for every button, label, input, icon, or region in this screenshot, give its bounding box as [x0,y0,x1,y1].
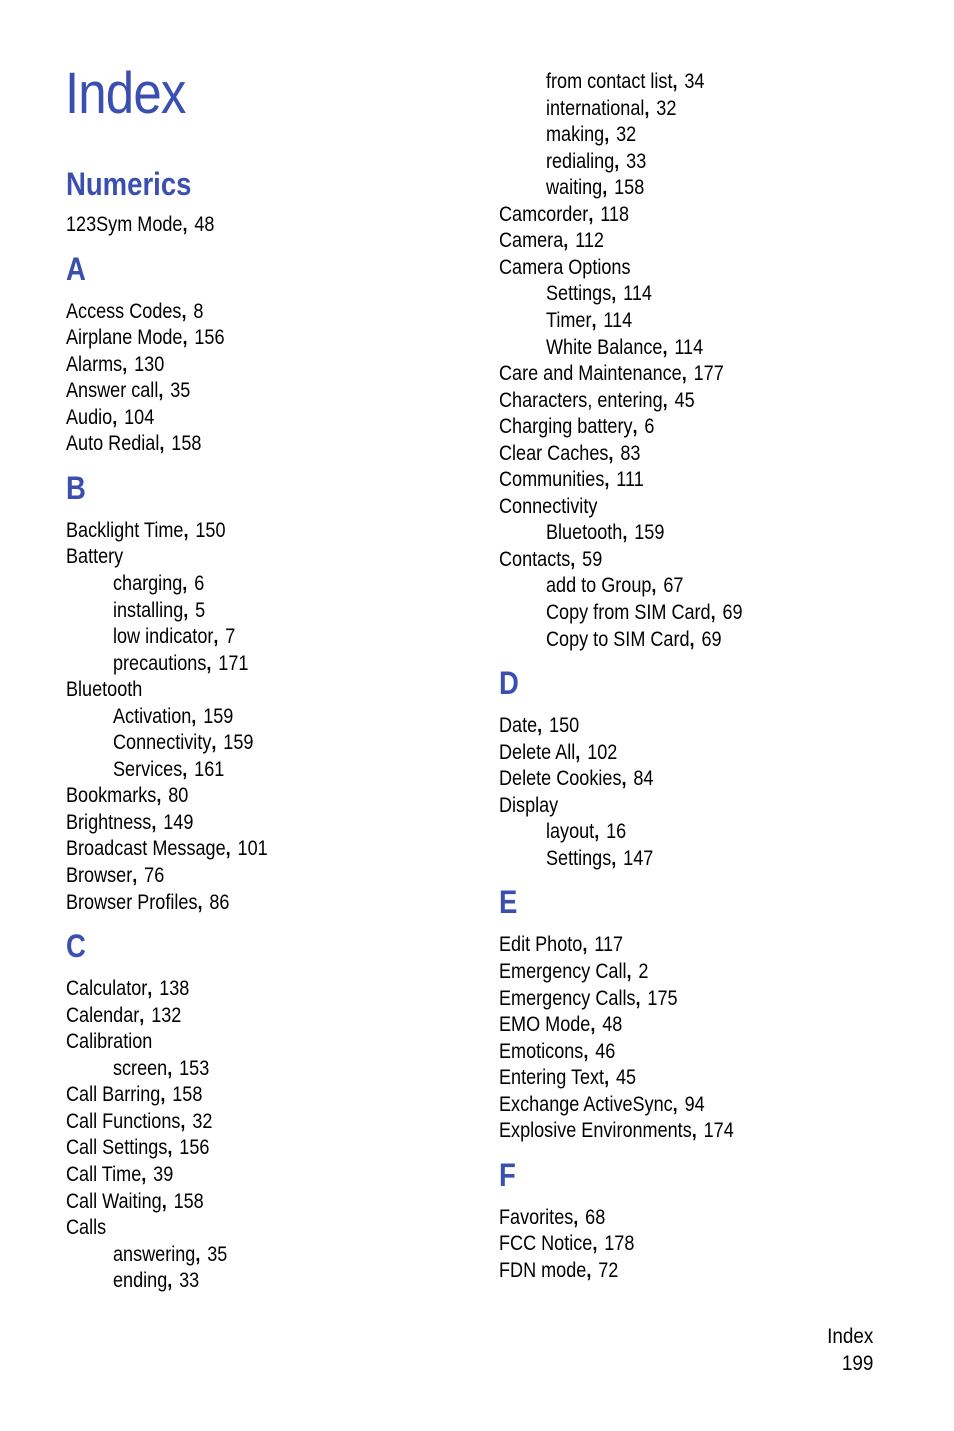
page-reference: 174 [703,1119,734,1143]
page-reference: 114 [623,282,652,306]
page-footer [827,1323,873,1377]
page-reference: 5 [195,598,206,622]
page-separator: , [662,388,668,412]
index-entry [499,1039,615,1065]
index-entry [499,494,597,520]
page-separator: , [611,282,617,306]
index-entry [66,976,189,1002]
section-heading: F [499,1156,516,1193]
page-reference: 158 [171,432,202,456]
index-entry [499,1012,622,1038]
page-separator: , [180,1109,186,1133]
page-separator: , [602,176,608,200]
index-term: charging [113,571,183,595]
index-term: Clear Caches [499,441,609,465]
index-entry [499,1231,634,1257]
footer-section-name: Index [826,1325,873,1348]
index-subentry [113,730,253,756]
page-reference: 149 [163,810,194,834]
page-separator: , [132,864,138,887]
index-term: Bookmarks [66,784,157,808]
index-entry [66,518,225,544]
index-term: Calendar [66,1003,140,1027]
page-reference: 112 [575,229,604,253]
page-reference: 32 [656,96,677,120]
index-entry [66,352,164,378]
page-separator: , [206,651,212,675]
page-reference: 177 [693,362,724,386]
index-subentry [546,69,704,95]
page-separator: , [161,1189,167,1213]
index-term: FDN mode [499,1258,587,1282]
page-separator: , [158,379,164,403]
index-entry [66,1029,152,1055]
section-heading: D [499,665,519,702]
index-entry [499,766,653,792]
page-separator: , [710,601,716,624]
index-term: FCC Notice [499,1232,593,1256]
index-entry [66,677,142,703]
index-subentry [546,335,703,361]
page-separator: , [635,986,641,1010]
page-reference: 69 [701,627,722,651]
index-entry [499,793,558,819]
page-separator: , [181,299,187,323]
page-reference: 6 [644,415,655,439]
index-subentry [113,1268,199,1294]
index-subentry [113,1056,209,1082]
index-term: Airplane Mode [66,326,183,350]
page-reference: 33 [626,149,647,173]
page-reference: 6 [194,571,205,595]
index-term: Calibration [66,1030,153,1054]
page-separator: , [139,1003,145,1027]
index-term: ending [113,1269,168,1293]
index-entry [66,405,154,431]
index-term: low indicator [113,625,214,649]
page-reference: 68 [585,1205,606,1229]
page-separator: , [570,547,576,571]
index-entry [499,547,602,573]
index-entry [499,361,724,387]
page-separator: , [183,518,189,542]
page-reference: 117 [594,933,624,957]
index-entry [66,1215,106,1241]
page-reference: 33 [179,1269,200,1293]
index-term: Call Waiting [66,1189,162,1213]
page-separator: , [141,1162,147,1186]
index-subentry [546,96,676,122]
page-separator: , [156,784,162,808]
page-separator: , [662,335,668,359]
index-term: Answer call [66,379,159,403]
index-term: Charging battery [499,415,633,439]
index-term: Brightness [66,810,152,834]
index-entry [499,1205,605,1231]
index-term: Calculator [66,977,148,1001]
page-separator: , [573,1205,579,1229]
page-reference: 130 [134,352,165,376]
page-reference: 76 [144,864,165,887]
index-term: Camera [499,229,564,253]
index-term: Characters, entering [499,388,663,412]
index-entry [499,986,678,1012]
index-term: Settings [546,846,612,870]
section-heading: E [499,884,518,921]
page-separator: , [651,574,657,598]
page-reference: 39 [153,1162,174,1186]
index-term: Explosive Environments [499,1119,692,1143]
index-term: Care and Maintenance [499,362,682,386]
index-term: Entering Text [499,1066,605,1090]
page-reference: 104 [124,405,155,429]
index-term: EMO Mode [499,1013,591,1037]
page-reference: 35 [170,379,191,403]
page-separator: , [160,1083,166,1107]
page-reference: 48 [194,213,215,236]
index-subentry [113,1242,227,1268]
index-term: Audio [66,405,113,429]
index-entry [66,1135,209,1161]
page-separator: , [225,837,231,861]
index-entry [66,1109,212,1135]
index-term: Copy to SIM Card [546,627,690,651]
index-term: Battery [66,545,124,569]
index-term: Camera Options [499,255,631,279]
page-separator: , [182,757,188,781]
page-separator: , [672,1092,678,1116]
index-subentry [546,281,652,307]
page-reference: 32 [616,123,637,147]
page-reference: 150 [549,714,580,738]
index-term: installing [113,598,184,622]
page-reference: 161 [194,757,225,781]
index-entry [66,890,229,916]
index-entry [499,1065,636,1091]
index-entry [66,836,268,862]
page-separator: , [689,627,695,651]
page-separator: , [604,123,610,147]
page-separator: , [582,933,588,957]
page-separator: , [182,571,188,595]
index-entry [66,431,201,457]
index-term: Bluetooth [66,678,143,702]
page-separator: , [681,362,687,386]
index-term: Broadcast Message [66,837,226,861]
index-term: Timer [546,308,592,332]
page-reference: 7 [225,625,236,649]
page-separator: , [591,308,597,332]
index-entry [499,388,695,414]
index-term: 123Sym Mode [66,213,183,236]
page-separator: , [621,767,627,791]
footer-page-number: 199 [841,1352,873,1375]
page-separator: , [590,1013,596,1037]
index-term: Delete All [499,740,576,764]
index-subentry [546,627,722,653]
page-separator: , [167,1056,173,1080]
page-reference: 102 [587,740,618,764]
index-entry [499,1118,734,1144]
index-term: Settings [546,282,612,306]
page-separator: , [182,326,188,350]
page-reference: 114 [603,308,633,332]
page-separator: , [622,521,628,545]
page-reference: 147 [623,846,654,870]
index-term: Services [113,757,183,781]
page-separator: , [167,1136,173,1160]
page-reference: 138 [159,977,190,1001]
page-separator: , [592,1232,598,1256]
page-separator: , [151,810,157,834]
page-separator: , [537,714,543,738]
index-subentry [546,846,653,872]
page-reference: 175 [647,986,678,1010]
page-separator: , [672,70,678,93]
index-subentry [113,757,224,783]
page-separator: , [213,625,219,649]
index-subentry [113,571,204,597]
index-entry [499,414,654,440]
page-separator: , [197,890,203,914]
index-entry [66,544,123,570]
page-reference: 156 [194,326,225,350]
page-reference: 8 [193,299,204,323]
index-subentry [546,819,626,845]
page-separator: , [691,1119,697,1143]
index-term: Call Time [66,1162,142,1186]
index-term: Edit Photo [499,933,583,957]
page-reference: 45 [674,388,695,412]
page-reference: 159 [634,521,665,545]
page-separator: , [211,731,217,755]
index-term: Browser [66,864,133,887]
index-entry [66,325,225,351]
index-term: Call Settings [66,1136,168,1160]
section-heading: B [66,469,86,506]
page-separator: , [195,1242,201,1266]
index-term: Copy from SIM Card [546,601,711,624]
index-term: waiting [546,176,603,200]
index-subentry [113,704,233,730]
page-reference: 84 [633,767,654,791]
index-term: Date [499,714,538,738]
page-reference: 158 [614,176,645,200]
index-term: layout [546,820,595,844]
index-term: Bluetooth [546,521,623,545]
index-term: add to Group [546,574,652,598]
page-reference: 114 [674,335,704,359]
index-term: redialing [546,149,615,173]
page-reference: 111 [616,468,644,492]
page-separator: , [159,432,165,456]
index-entry [66,212,214,238]
index-entry [499,932,623,958]
page-reference: 2 [638,959,649,983]
index-subentry [546,175,644,201]
page-reference: 132 [151,1003,182,1027]
page-separator: , [575,740,581,764]
index-entry [499,228,604,254]
index-term: Emergency Call [499,959,627,983]
page-separator: , [586,1258,592,1282]
page-separator: , [604,468,610,492]
index-term: international [546,96,645,120]
page-reference: 156 [179,1136,210,1160]
index-term: Alarms [66,352,123,376]
page-separator: , [588,202,594,226]
index-term: Connectivity [499,494,598,518]
page-separator: , [563,229,569,253]
page-separator: , [626,959,632,983]
index-entry [66,1162,173,1188]
page-reference: 83 [620,441,641,465]
index-entry [66,1003,181,1029]
index-term: Call Barring [66,1083,161,1107]
index-subentry [546,520,664,546]
page-separator: , [611,846,617,870]
index-entry [66,299,203,325]
page-reference: 171 [218,651,249,675]
page-separator: , [594,820,600,844]
index-term: Emoticons [499,1039,584,1063]
index-term: Access Codes [66,299,182,323]
index-term: Backlight Time [66,518,184,542]
index-term: Browser Profiles [66,890,198,914]
page-reference: 153 [179,1056,210,1080]
page-reference: 80 [168,784,189,808]
index-term: Emergency Calls [499,986,636,1010]
index-entry [499,255,630,281]
page-separator: , [614,149,620,173]
page-separator: , [167,1269,173,1293]
page-reference: 59 [582,547,603,571]
index-entry [499,740,617,766]
page-separator: , [147,977,153,1001]
index-entry [66,378,190,404]
index-term: Connectivity [113,731,212,755]
index-term: Communities [499,468,605,492]
page-separator: , [583,1039,589,1063]
page-reference: 86 [209,890,230,914]
index-entry [499,202,629,228]
index-entry [499,1092,705,1118]
index-entry [66,863,164,889]
page-reference: 67 [663,574,684,598]
page-reference: 69 [722,601,743,624]
index-term: Contacts [499,547,571,571]
index-subentry [546,600,743,626]
index-term: White Balance [546,335,663,359]
index-subentry [113,651,248,677]
index-term: Auto Redial [66,432,160,456]
index-subentry [546,308,632,334]
page-reference: 159 [203,704,234,728]
page-reference: 34 [684,70,705,93]
page-reference: 158 [173,1189,204,1213]
index-entry [499,1258,618,1284]
index-entry [66,783,188,809]
index-term: Favorites [499,1205,574,1229]
page-separator: , [632,415,638,439]
index-term: Display [499,793,559,817]
page-reference: 178 [604,1232,635,1256]
index-entry [499,959,648,985]
index-subentry [113,624,235,650]
index-term: Delete Cookies [499,767,622,791]
section-heading: C [66,928,86,965]
page-separator: , [182,213,188,236]
index-entry [66,1082,202,1108]
section-heading: A [66,250,86,287]
index-entry [499,467,644,493]
page-reference: 16 [606,820,627,844]
page-separator: , [604,1066,610,1090]
index-subentry [546,573,683,599]
index-term: Activation [113,704,192,728]
index-subentry [546,149,646,175]
index-entry [66,810,193,836]
index-entry [66,1189,204,1215]
page-separator: , [191,704,197,728]
index-entry [499,713,579,739]
index-entry [499,441,640,467]
index-term: making [546,123,605,147]
index-term: Call Functions [66,1109,181,1133]
page-reference: 150 [195,518,226,542]
index-term: precautions [113,651,207,675]
index-subentry [113,598,205,624]
page-separator: , [112,405,118,429]
page-reference: 158 [172,1083,203,1107]
page-reference: 159 [223,731,254,755]
index-term: Camcorder [499,202,589,226]
index-term: from contact list [546,70,673,93]
index-subentry [546,122,636,148]
index-term: Calls [66,1216,107,1240]
page-separator: , [122,352,128,376]
index-term: screen [113,1056,168,1080]
page-reference: 72 [598,1258,619,1282]
page-reference: 32 [192,1109,213,1133]
page-separator: , [608,441,614,465]
page-reference: 45 [615,1066,637,1090]
page-reference: 94 [684,1092,705,1116]
index-term: Exchange ActiveSync [499,1092,673,1116]
page-reference: 118 [600,202,630,226]
index-term: answering [113,1242,196,1266]
page-reference: 46 [595,1039,616,1063]
page-title: Index [65,61,186,126]
page-reference: 101 [237,837,268,861]
page-separator: , [644,96,650,120]
section-heading: Numerics [66,166,192,202]
page-separator: , [183,598,189,622]
page-reference: 35 [207,1242,228,1266]
page-reference: 48 [602,1013,623,1037]
